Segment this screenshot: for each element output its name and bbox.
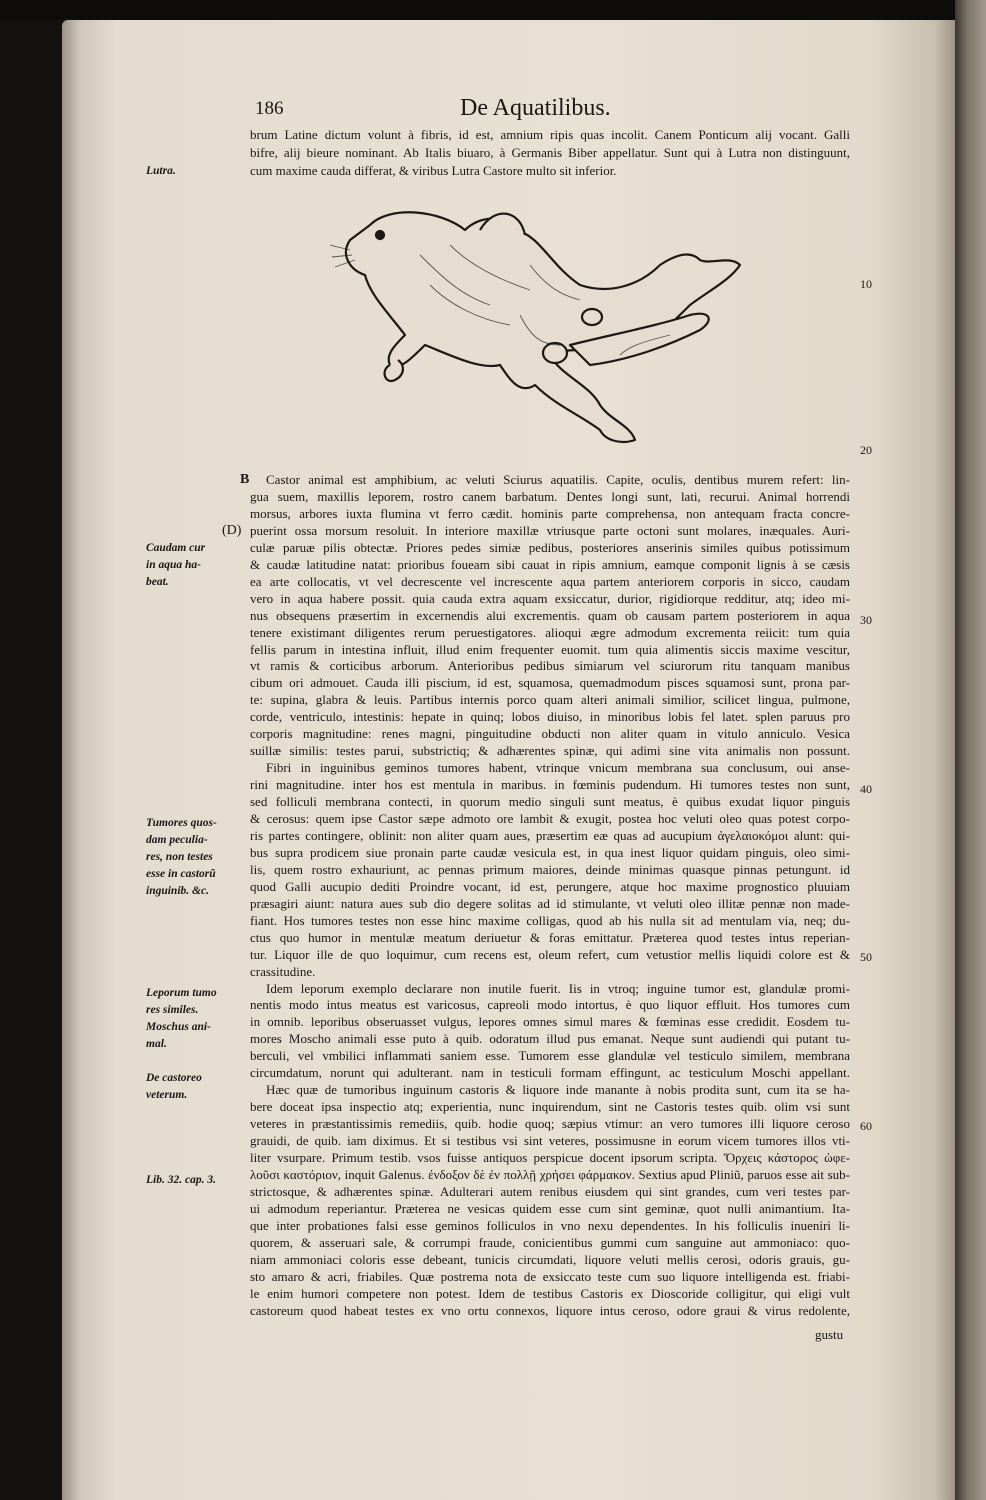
text-line: fiant. Hos tumores testes non esse hinc maxime colligas, quod ab his nulla sit ad mentulam via, neq; du-: [250, 912, 850, 928]
text-line: λοῦσι καστόριον, inquit Galenus. ἐνδοξον δὲ ἐν πολλῇ χρήσει φάρμακον. Sextius apud Pliniũ, paruos esse ait sub-: [250, 1166, 850, 1182]
section-mark-b: B: [240, 472, 250, 487]
text-line: quod Galli aucupio dediti Proindre vocant, id est, perungere, atque hoc maxime prognostico pluuiam: [250, 878, 850, 894]
text-line: tur. Liquor ille de quo loquimur, cum recens est, oleum refert, cum vetustior mellis liquidi colore est &: [250, 946, 850, 962]
text-line: strictosque, & adhærentes spinæ. Adulterari autem renibus eiusdem qui sint grandes, cum veri testes par-: [250, 1183, 850, 1199]
margin-note: Lib. 32. cap. 3.: [146, 1174, 216, 1186]
margin-note: Leporum tumo: [146, 987, 217, 999]
text-line: corde, ventriculo, intestinis: hepate in quinq; lobos diuiso, in minoribus lobis fel latet. splen paruus pro: [250, 709, 850, 725]
margin-note: Lutra.: [146, 165, 176, 177]
text-line: berculi, vel vmbilici inflammati saniem esse. Tumorem esse glandulæ vel testiculo similem, membrana: [250, 1048, 850, 1064]
text-line: nentis modo intus meatus est varicosus, capreoli modo intortus, è quo liquor effluit. Hos tumores cum: [250, 997, 850, 1013]
text-line: cibum ori admouet. Cauda illi piscium, id est, squamosa, quemadmodum pisces squamosi sunt, prona par-: [250, 675, 850, 691]
text-line: Idem leporum exemplo declarare non inutile fuerit. Iis in vtroq; inguine tumor est, glandulæ promi-: [266, 980, 850, 996]
text-line: gua suem, maxillis leporem, rostro canem barbatum. Dentes longi sunt, lati, recurui. Animal horrendi: [250, 488, 850, 504]
text-line: bere doceat ipsa inspectio atq; experientia, nunc inquirendum, sint ne Castoris testes quib. olim vsi sunt: [250, 1099, 850, 1115]
text-line: quorem, & asseruari sale, & corrumpi fraude, conicientibus gummi cum sanguine aut ammoniaco: quo-: [250, 1234, 850, 1250]
adjacent-page-edge: [955, 0, 986, 1500]
margin-note: De castoreo: [146, 1072, 202, 1084]
text-line: crassitudine.: [250, 963, 316, 979]
line-number: 20: [860, 443, 872, 457]
line-number: 50: [860, 950, 872, 964]
text-line: sed folliculi membrana contecti, in quorum medio singuli sunt meatus, è quibus exudat liquor pinguis: [250, 794, 850, 810]
margin-note: Caudam cur: [146, 542, 206, 554]
scan-background: [0, 0, 986, 20]
text-line: ui admodum reperiantur. Præterea ne vesicas quidem esse cum sint geminæ, quot nulli animantium. Ita-: [250, 1200, 850, 1216]
text-line: morsus, arbores iuxta flumina vt ferro cædit. hominis parte comprehensa, non antequam fracta concre-: [250, 505, 850, 521]
text-line: bus supra prodicem siue pronain parte caudæ vesicula est, in qua inest liquor quidam pinguis, oleo simi-: [250, 844, 850, 860]
margin-note: mal.: [146, 1038, 167, 1050]
margin-note: beat.: [146, 576, 169, 588]
beaver-woodcut-illustration: [330, 195, 760, 455]
margin-note: res similes.: [146, 1004, 199, 1016]
text-line: que inter probationes falsi esse geminos folliculos in vno nexu dependentes. In his folliculis inueniri li-: [250, 1217, 850, 1233]
text-line: Fibri in inguinibus geminos tumores habent, vtrinque vnicum membrana sua conclusum, oui anse-: [266, 760, 850, 776]
text-line: bifre, alij bieure nominant. Ab Italis biuaro, à Germanis Biber appellatur. Sunt qui à Lutra non distinguunt,: [250, 145, 850, 160]
text-line: ctus quo humor in mentulæ meatum deriuetur & foras emittatur. Præterea quod testes intus reperian-: [250, 929, 850, 945]
text-line: sto amaro & acri, friabiles. Quæ postrema nota de exsiccato teste cum suo liquore intelligenda est. friabi-: [250, 1268, 850, 1284]
text-line: lis, quem rostro exhauriunt, ac pennas primum maiores, deinde minimas quasque pinnas petungunt. id: [250, 861, 850, 877]
text-line: brum Latine dictum volunt à fibris, id est, amnium ripis quas incolit. Canem Ponticum alij vocant. Galli: [250, 127, 850, 142]
text-line: corporis magnitudine: renes magni, pinguitudine obducti non aliter quam in vitulo anniculo. Vesica: [250, 726, 850, 742]
text-line: Hæc quæ de tumoribus inguinum castoris & liquore inde manante à nobis prodita sunt, cum ita se ha-: [266, 1082, 850, 1098]
section-mark-d: (D): [222, 523, 242, 538]
text-line: tenere existimant diligentes rerum peruestigatores. alioqui ægre admodum excrementa reiicit: tum quia: [250, 624, 850, 640]
text-line: castoreum quod habeat testes ex vno ortu connexos, liquore intus ceroso, odore graui & virus redolente,: [250, 1302, 850, 1318]
text-line: grauidi, de quib. iam diximus. Et si testibus vsi sint veteres, possimusne in eorum vicem tumores illos vti-: [250, 1133, 850, 1149]
margin-note: res, non testes: [146, 851, 213, 863]
text-line: veteres in præstantissimis remediis, quib. hodie quoq; sæpius vtimur: an vero tumores illi liquore ceroso: [250, 1116, 850, 1132]
margin-note: Tumores quos-: [146, 817, 217, 829]
text-line: & cerosus: quem ipse Castor sæpe admoto ore lambit & exugit, postea hoc veluti oleo quas potest corpo-: [250, 811, 850, 826]
line-number: 40: [860, 782, 872, 796]
text-line: niam ammoniaci coloris esse debeant, tunicis circumdati, liquore veluti mellis cerosi, odoris grauis, gu-: [250, 1251, 850, 1267]
margin-note: in aqua ha-: [146, 559, 201, 571]
text-line: vt ramis & corticibus arborum. Anterioribus pedibus simiarum vel sciurorum ritu tanquam manibus: [250, 658, 850, 674]
text-line: circumdatum, norunt qui adulterant. nam in testiculi formam effingunt, ac testiculum Moschi appellant.: [250, 1065, 850, 1081]
text-line: fellis parum in intestina influit, illud enim frequenter euomit. tum quia alimentis siccis maxime vescitur,: [250, 641, 850, 657]
catchword: gustu: [815, 1327, 844, 1342]
running-title: De Aquatilibus.: [460, 95, 611, 121]
page-number: 186: [255, 98, 284, 119]
text-line: Castor animal est amphibium, ac veluti Sciurus aquatilis. Capite, oculis, dentibus murem refert: lin-: [266, 472, 850, 487]
margin-note: esse in castorũ: [146, 868, 216, 880]
text-line: vero in aqua habere possit. quia cauda extra aquam exsiccatur, durior, rigidiorque redditur, atq; ideo mi-: [250, 590, 850, 606]
text-line: puerint ossa morsum resoluit. In interiore maxillæ vtriusque parte octoni sunt molares, inæquales. Auri-: [250, 522, 850, 538]
text-line: culæ paruæ pilis obtectæ. Priores pedes simiæ pedibus, posteriores anserinis similes quibus potissimum: [250, 539, 850, 555]
margin-note: Moschus ani-: [146, 1021, 211, 1033]
line-number: 30: [860, 613, 872, 627]
text-line: cum maxime cauda differat, & viribus Lutra Castore multo sit inferior.: [250, 163, 617, 178]
text-line: le enim humori competere non potest. Idem de testibus Castoris ex Dioscoride colligitur, qui eligi vult: [250, 1285, 850, 1301]
margin-note: inguinib. &c.: [146, 885, 209, 897]
margin-note: dam peculia-: [146, 834, 208, 846]
text-line: nus obsequens præsertim in excernendis alui excrementis. quam ob causam partem posteriorem in aqua: [250, 607, 850, 623]
margin-note: veterum.: [146, 1089, 188, 1101]
text-line: in omnib. leporibus obseruasset vulgus, lepores omnes simul mares & fœminas esse credidit. Eosdem tu-: [250, 1014, 850, 1030]
text-line: liter vsurpare. Primum testib. vsos fuisse antiquos perspicue docent ipsorum scripta. Ὄρχεις κάστορος ὠφε-: [250, 1150, 850, 1165]
text-line: ris partes contingere, oblinit: non aliter quam aues, præsertim eæ quas ad aucupium ἀγελαιοκόμοι alunt: qui-: [250, 827, 850, 843]
text-line: mores Moscho animali esse puto à quib. odoratum illud pus emanat. Neque sunt audiendi qui putant tu-: [250, 1031, 850, 1047]
text-line: te: supina, glabra & leuis. Partibus internis porco quam alteri animali similior, scilicet lingua, pulmone,: [250, 692, 850, 708]
text-line: rini magnitudine. inter hos est mentula in maribus. in fœminis pudendum. Hi tumores testes non sunt,: [250, 777, 850, 793]
text-line: præsagiri aiunt: natura aues sub dio degere solitas ad id stimulante, vt veluti oleo illitæ pennæ non made-: [250, 895, 850, 911]
text-line: ea arte collocatis, vt vel decrescente vel increscente aqua partem anteriorem corporis in sicco, caudam: [250, 573, 850, 589]
text-line: & caudæ latitudine natat: prioribus foueam sibi cauat in ripis amnium, eamque componit lignis à se cæsis: [250, 556, 850, 572]
line-number: 10: [860, 277, 872, 291]
text-line: suillæ similis: testes parui, substrictiq; & adhærentes spinæ, qui adimi sine vita animalis non possunt.: [250, 743, 850, 759]
line-number: 60: [860, 1119, 872, 1133]
